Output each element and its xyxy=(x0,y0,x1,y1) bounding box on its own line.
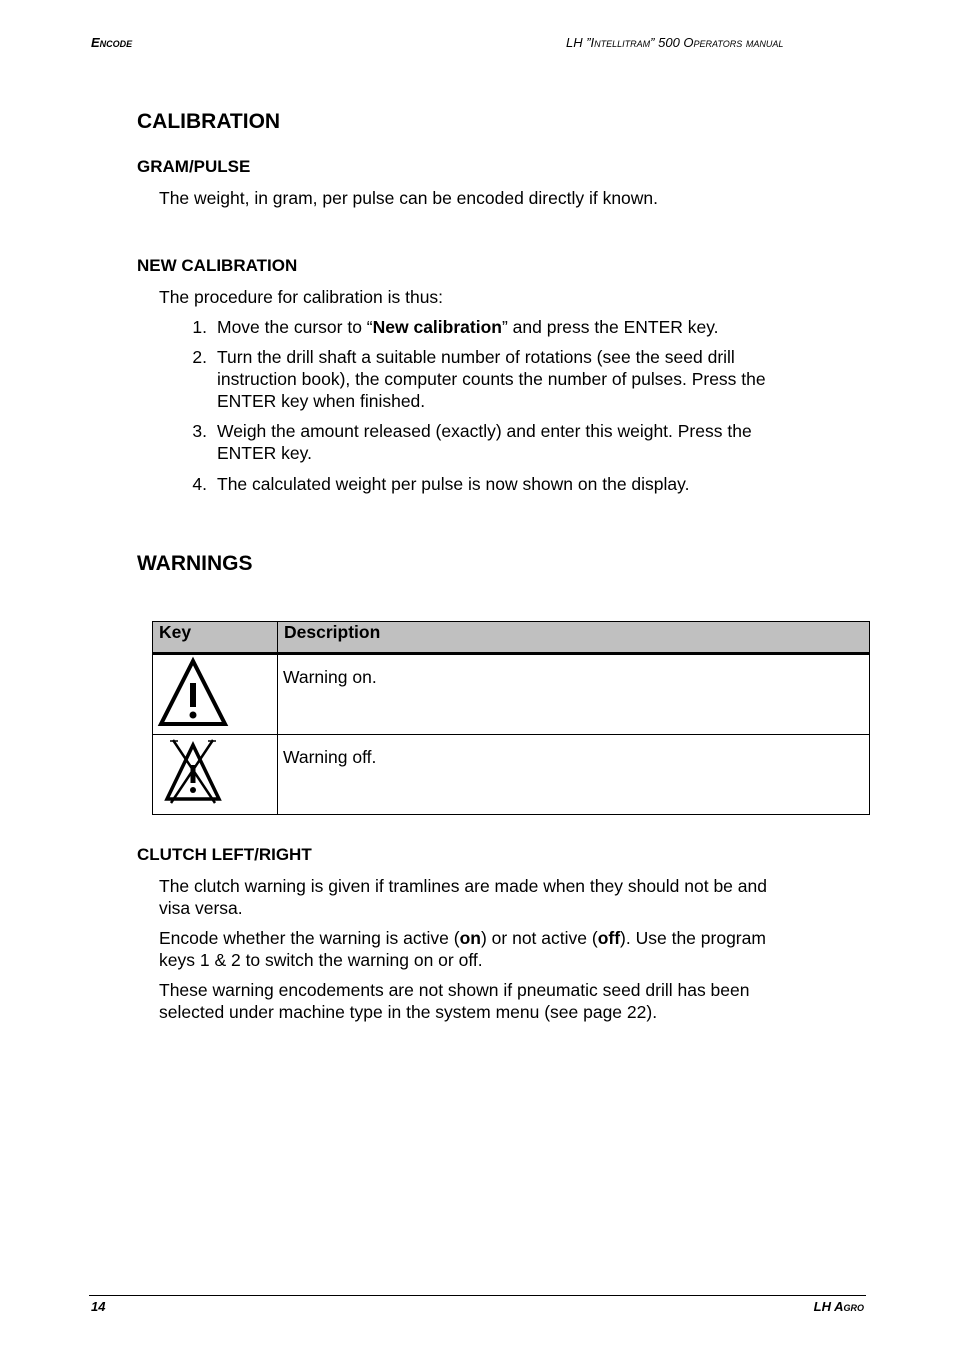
new-calibration-heading: NEW CALIBRATION xyxy=(137,256,298,275)
step-text: Turn the drill shaft a suitable number of rotations (see the seed drill instruction book), the computer counts the number of pulses. Press the ENTER key when finished. xyxy=(217,347,766,411)
header-section-title: Encode xyxy=(91,35,133,50)
on-term: on xyxy=(459,928,481,948)
clutch-paragraph-1: The clutch warning is given if tramlines are made when they should not be and visa versa. xyxy=(159,876,767,918)
table-row xyxy=(153,735,870,815)
page-number: 14 xyxy=(91,1299,106,1314)
step-number: 4. xyxy=(192,474,207,494)
key-cell xyxy=(153,654,278,735)
column-header-description: Description xyxy=(278,622,870,654)
gram-pulse-heading: GRAM/PULSE xyxy=(137,157,251,176)
footer-brand: LH Agro xyxy=(813,1299,864,1314)
step-text: Weigh the amount released (exactly) and enter this weight. Press the ENTER key. xyxy=(217,421,752,463)
description-cell: Warning off. xyxy=(278,735,870,815)
warnings-heading: WARNINGS xyxy=(137,552,253,575)
calibration-intro: The procedure for calibration is thus: xyxy=(159,287,444,307)
key-cell xyxy=(153,735,278,815)
step-text: Move the cursor to “New calibration” and press the ENTER key. xyxy=(217,317,719,337)
header-manual-title: LH ”Intellitram” 500 Operators manual xyxy=(566,35,784,50)
clutch-paragraph-2: Encode whether the warning is active (on) or not active (off). Use the program keys 1 & 2 to switch the warning on or off. xyxy=(159,928,766,970)
step-number: 2. xyxy=(192,347,207,367)
gram-pulse-text: The weight, in gram, per pulse can be encoded directly if known. xyxy=(159,188,659,208)
table-header-row xyxy=(153,622,870,654)
warning-key-table xyxy=(152,621,870,815)
calibration-heading: CALIBRATION xyxy=(137,110,281,133)
footer-divider xyxy=(89,1295,866,1296)
description-cell: Warning on. xyxy=(278,654,870,735)
step-number: 1. xyxy=(192,317,207,337)
column-header-key: Key xyxy=(153,622,278,654)
table-row xyxy=(153,654,870,735)
clutch-paragraph-3: These warning encodements are not shown if pneumatic seed drill has been selected under machine type in the system menu (see page 22). xyxy=(159,980,750,1022)
step-text: The calculated weight per pulse is now shown on the display. xyxy=(217,474,690,494)
warning-triangle-crossed-icon xyxy=(153,735,271,809)
clutch-heading: CLUTCH LEFT/RIGHT xyxy=(137,845,312,864)
new-calibration-term: New calibration xyxy=(372,317,502,337)
warning-triangle-icon xyxy=(153,655,271,729)
step-number: 3. xyxy=(192,421,207,441)
off-term: off xyxy=(597,928,621,948)
